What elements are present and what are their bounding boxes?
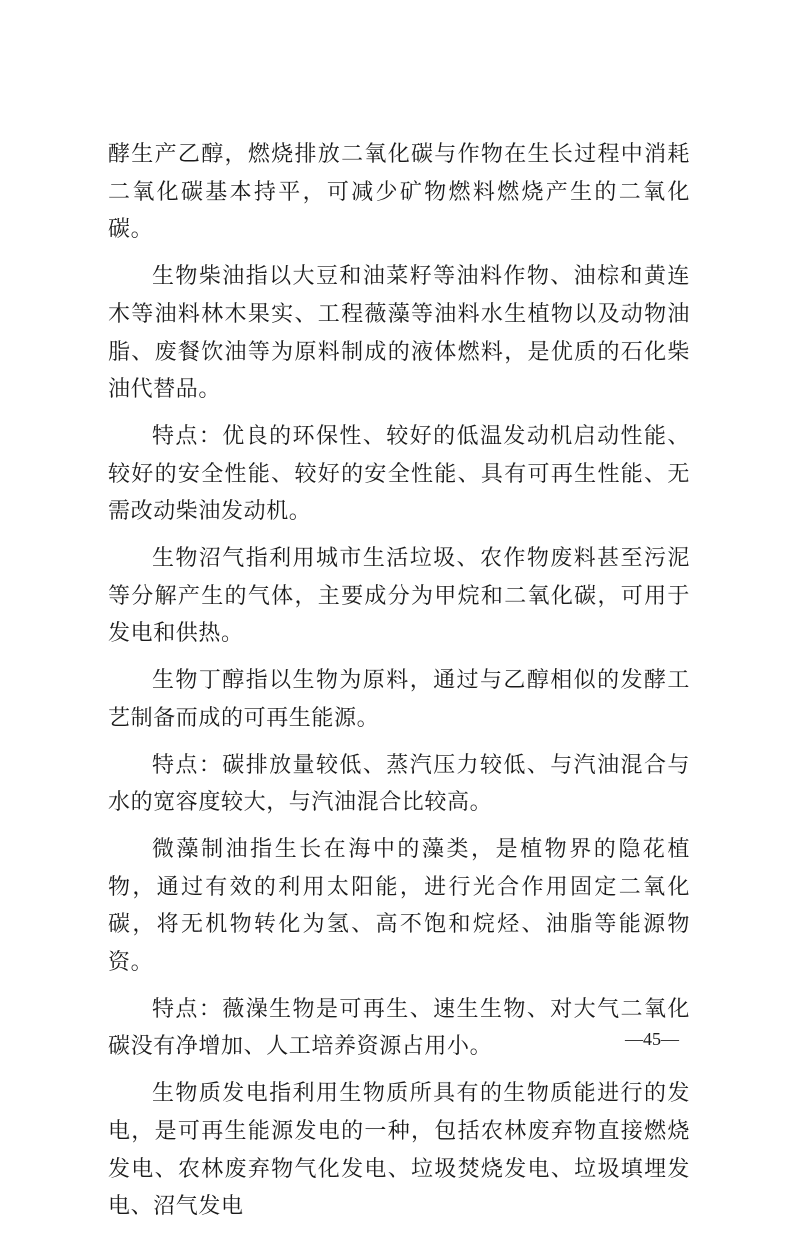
paragraph-biodiesel: 生物柴油指以大豆和油菜籽等油料作物、油棕和黄连木等油料林木果实、工程薇藻等油料水生植物以及动物油脂、废餐饮油等为原料制成的液体燃料，是优质的石化柴油代替品。 [108,264,690,403]
paragraph-biobutanol-features: 特点：碳排放量较低、蒸汽压力较低、与汽油混合与水的宽容度较大，与汽油混合比较高。 [108,752,690,816]
paragraph-microalgae-features: 特点：薇澡生物是可再生、速生生物、对大气二氧化碳没有净增加、人工培养资源占用小。 [108,996,690,1060]
paragraph-microalgae-oil: 微藻制油指生长在海中的藻类，是植物界的隐花植物，通过有效的利用太阳能，进行光合作用固定二氧化碳，将无机物转化为氢、高不饱和烷烃、油脂等能源物资。 [108,836,690,976]
paragraph-biomass-power: 生物质发电指利用生物质所具有的生物质能进行的发电，是可再生能源发电的一种，包括农林废弃物直接燃烧发电、农林废弃物气化发电、垃圾焚烧发电、垃圾填埋发电、沼气发电 [108,1081,690,1220]
paragraph-biodiesel-features: 特点：优良的环保性、较好的低温发动机启动性能、较好的安全性能、较好的安全性能、具有可再生性能、无需改动柴油发动机。 [108,423,690,525]
body-text [108,136,690,1235]
paragraph-biobutanol: 生物丁醇指以生物为原料，通过与乙醇相似的发酵工艺制备而成的可再生能源。 [108,668,690,731]
page-number: —45— [625,1029,679,1049]
paragraph-biogas: 生物沼气指利用城市生活垃圾、农作物废料甚至污泥等分解产生的气体，主要成分为甲烷和二氧化碳，可用于发电和供热。 [108,546,690,647]
paragraph-ethanol-continuation: 酵生产乙醇，燃烧排放二氧化碳与作物在生长过程中消耗二氧化碳基本持平，可减少矿物燃料燃烧产生的二氧化碳。 [108,142,690,243]
